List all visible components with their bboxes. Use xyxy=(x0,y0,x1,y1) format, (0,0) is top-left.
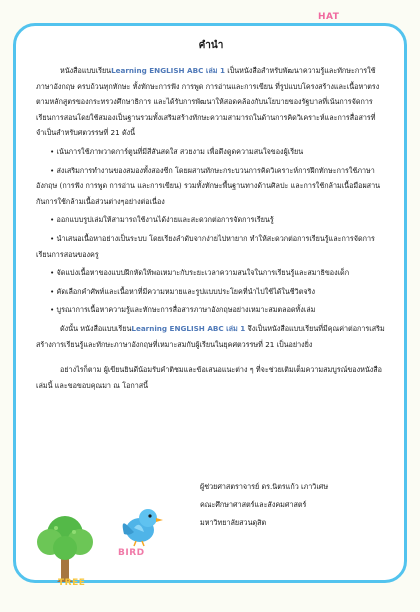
preface-body xyxy=(36,63,386,393)
preface-paragraph xyxy=(36,63,386,141)
bird-icon xyxy=(118,506,164,548)
paragraph-text: เป็นหนังสือสำหรับพัฒนาความรู้และทักษะการใช้ภาษาอังกฤษ ครบถ้วนทุกทักษะ ทั้งทักษะการฟัง การพูด การอ่านและการเขียน ที่รูปแบบโครงสร้างและเนื้อหาตรงตามหลักสูตรของกระทรวงศึกษาธิการ และได้รับการพัฒนาให้สอดคล้องกับนโยบายของรัฐบาลที่เน้นการจัดการเรียนการสอนโดยใช้สมองเป็นฐานรวมทั้งเสริมสร้างทักษะความสามารถในด้านการคิดวิเคราะห์และการสื่อสารที่จำเป็นสำหรับศตวรรษที่ 21 ดังนี้ xyxy=(36,66,380,138)
paragraph-text: • ออกแบบรูปเล่มให้สามารถใช้งานได้ง่ายและสะดวกต่อการจัดการเรียนรู้ xyxy=(50,215,274,225)
paragraph-text: • จัดแบ่งเนื้อหาของแบบฝึกหัดให้พอเหมาะกับระยะเวลาความสนใจในการเรียนรู้และสมาธิของเด็ก xyxy=(50,268,350,278)
preface-paragraph xyxy=(36,163,386,210)
preface-paragraph xyxy=(36,284,386,300)
signature-line-university: มหาวิทยาลัยสวนดุสิต xyxy=(200,518,267,527)
preface-paragraph xyxy=(36,144,386,160)
paragraph-text: • บูรณาการเนื้อหาความรู้และทักษะการสื่อสารภาษาอังกฤษอย่างเหมาะสมตลอดทั้งเล่ม xyxy=(50,305,316,315)
paragraph-text: • คัดเลือกคำศัพท์และเนื้อหาที่มีความหมายและรูปแบบประโยคที่นำไปใช้ได้ในชีวิตจริง xyxy=(50,286,315,296)
preface-paragraph xyxy=(36,302,386,318)
preface-paragraph xyxy=(36,321,386,352)
tree-icon xyxy=(30,512,100,586)
bird-label: BIRD xyxy=(118,548,145,558)
page-title: คำนำ xyxy=(198,40,224,51)
paragraph-text: • ส่งเสริมการทำงานของสมองทั้งสองซีก โดยผสานทักษะกระบวนการคิดวิเคราะห์การฝึกทักษะการใช้ภาษาอังกฤษ (การฟัง การพูด การอ่าน และการเขียน) รวมทั้งทักษะพื้นฐานทางด้านศิลปะ และการใช้กล้ามเนื้อมือผสานกันการใช้กล้ามเนื้อส่วนต่างๆอย่างต่อเนื่อง xyxy=(36,165,381,206)
paragraph-text: ดังนั้น หนังสือแบบเรียน xyxy=(60,323,132,333)
preface-paragraph xyxy=(36,231,386,262)
paragraph-text: • นำเสนอเนื้อหาอย่างเป็นระบบ โดยเรียงลำดับจากง่ายไปหายาก ทำให้สะดวกต่อการเรียนรู้และการจัดการเรียนการสอนของครู xyxy=(36,233,375,259)
paragraph-text: จึงเป็นหนังสือแบบเรียนที่มีคุณค่าต่อการเสริมสร้างการเรียนรู้และทักษะภาษาอังกฤษที่เหมาะสมกับผู้เรียนในยุคศตวรรษที่ 21 เป็นอย่างยิ่ง xyxy=(36,323,385,349)
signature-block xyxy=(200,478,390,532)
preface-content xyxy=(36,30,386,396)
preface-paragraph xyxy=(36,362,386,393)
signature-line-faculty: คณะศึกษาศาสตร์และสังคมศาสตร์ xyxy=(200,500,307,509)
preface-paragraph xyxy=(36,212,386,228)
hat-label: HAT xyxy=(318,12,340,22)
signature-line-name: ผู้ช่วยศาสตราจารย์ ดร.นิตรแก้ว เภาวิเศษ xyxy=(200,482,329,491)
paragraph-text: • เน้นการใช้ภาพวาดการ์ตูนที่มีสีสันสดใส สวยงาม เพื่อดึงดูดความสนใจของผู้เรียน xyxy=(50,146,304,156)
preface-paragraph xyxy=(36,265,386,281)
paragraph-text: หนังสือแบบเรียน xyxy=(60,66,112,75)
tree-label: TREE xyxy=(58,578,86,588)
book-title-highlight: Learning ENGLISH ABC เล่ม 1 xyxy=(131,323,246,333)
paragraph-text: อย่างไรก็ตาม ผู้เขียนยินดีน้อมรับคำติชมและข้อเสนอแนะต่าง ๆ ที่จะช่วยเติมเต็มความสมบูรณ์ของหนังสือเล่มนี้ และขอขอบคุณมา ณ โอกาสนี้ xyxy=(36,365,382,390)
book-title-highlight: Learning ENGLISH ABC เล่ม 1 xyxy=(111,66,225,75)
